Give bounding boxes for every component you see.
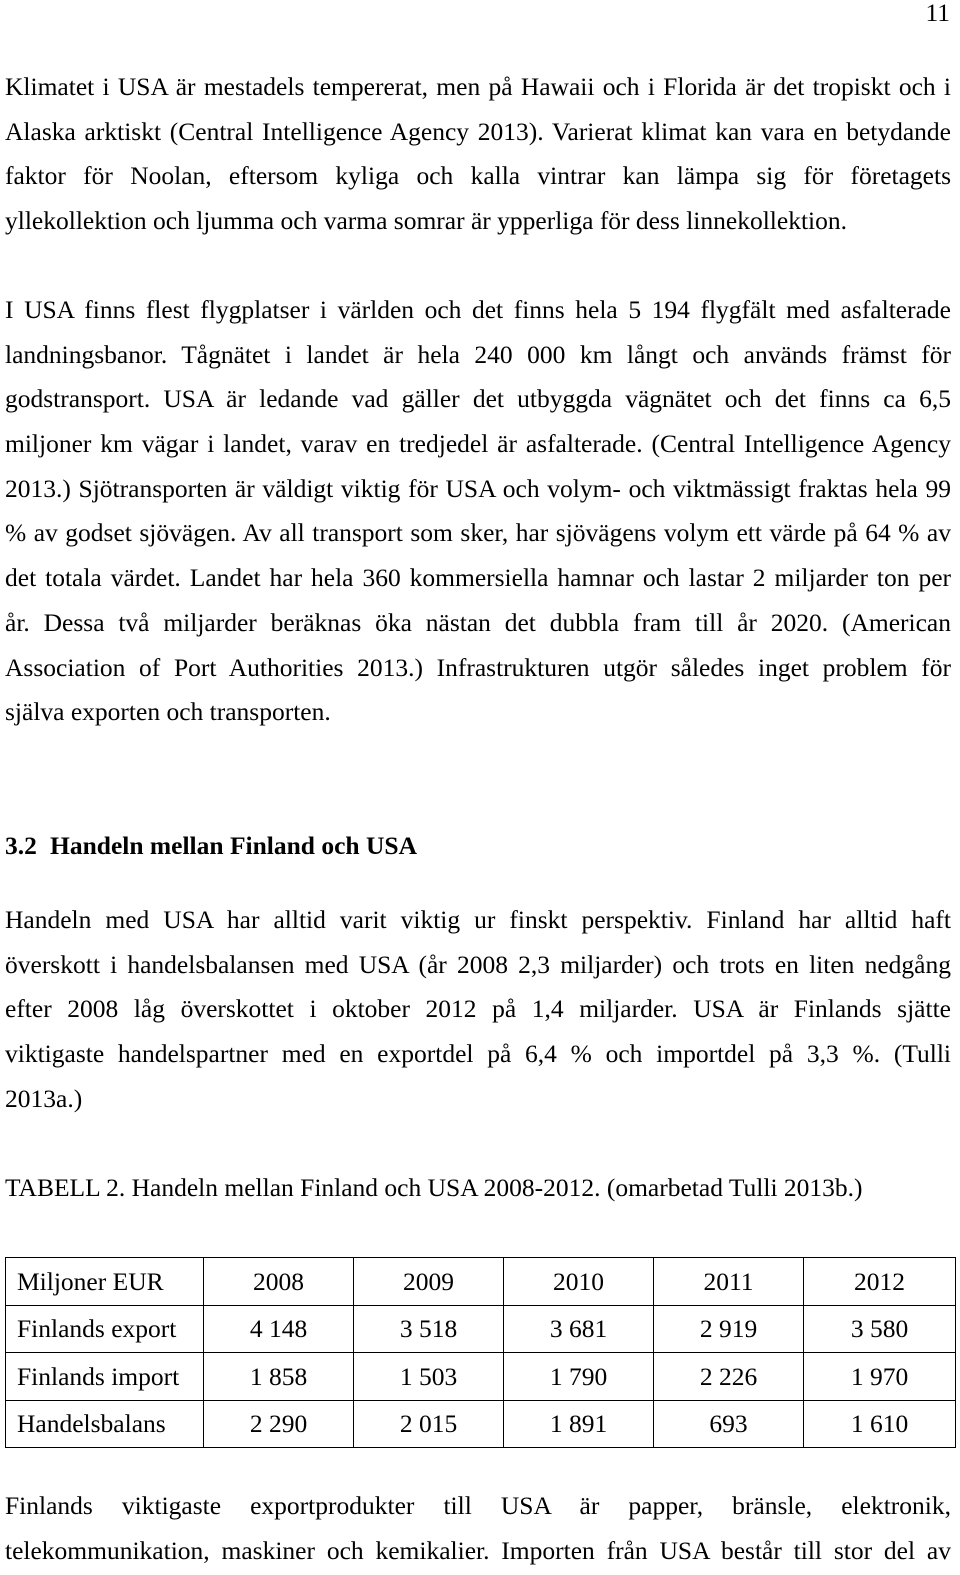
table-row xyxy=(6,1400,956,1448)
table-header-cell: 2011 xyxy=(654,1258,804,1306)
paragraph-export-products xyxy=(5,1484,951,1573)
trade-table xyxy=(5,1257,956,1448)
paragraph-line: faktor för Noolan, eftersom kyliga och kalla vintrar kan lämpa sig för företagets xyxy=(5,161,951,191)
table-cell: 1 790 xyxy=(504,1353,654,1401)
table-cell: 2 015 xyxy=(354,1400,504,1448)
paragraph-line: yllekollektion och ljumma och varma somrar är ypperliga för dess linnekollektion. xyxy=(5,206,847,236)
table-header-cell: 2008 xyxy=(204,1258,354,1306)
table-cell: 1 970 xyxy=(804,1353,956,1401)
table-cell: 4 148 xyxy=(204,1305,354,1353)
paragraph-line: 2013.) Sjötransporten är väldigt viktig för USA och volym- och viktmässigt fraktas hela 99 xyxy=(5,473,951,503)
table-row xyxy=(6,1353,956,1401)
page-number: 11 xyxy=(925,0,950,27)
paragraph-line: Handeln med USA har alltid varit viktig ur finskt perspektiv. Finland har alltid haft xyxy=(5,905,951,934)
paragraph-line: telekommunikation, maskiner och kemikalier. Importen från USA består till stor del av xyxy=(5,1535,951,1565)
table-cell: 693 xyxy=(654,1400,804,1448)
section-number: 3.2 xyxy=(5,831,37,860)
table-caption: TABELL 2. Handeln mellan Finland och USA 2008-2012. (omarbetad Tulli 2013b.) xyxy=(5,1173,863,1202)
table-cell: 3 518 xyxy=(354,1305,504,1353)
table-header-row xyxy=(6,1258,956,1306)
paragraph-line: viktigaste handelspartner med en exportdel på 6,4 % och importdel på 3,3 %. (Tulli xyxy=(5,1039,951,1069)
section-heading xyxy=(5,824,417,869)
table-cell: 3 580 xyxy=(804,1305,956,1353)
table-cell: 1 891 xyxy=(504,1400,654,1448)
paragraph-line: efter 2008 låg överskottet i oktober 2012 på 1,4 miljarder. USA är Finlands sjätte xyxy=(5,994,951,1024)
table-header-cell: 2010 xyxy=(504,1258,654,1306)
section-title: Handeln mellan Finland och USA xyxy=(50,831,417,860)
paragraph-line: Association of Port Authorities 2013.) Infrastrukturen utgör således inget problem för xyxy=(5,652,951,682)
paragraph-line: år. Dessa två miljarder beräknas öka nästan det dubbla fram till år 2020. (American xyxy=(5,607,951,637)
paragraph-line: I USA finns flest flygplatser i världen och det finns hela 5 194 flygfält med asfalterade xyxy=(5,295,951,324)
paragraph-line: Klimatet i USA är mestadels tempererat, men på Hawaii och i Florida är det tropiskt och i xyxy=(5,72,951,101)
paragraph-line: % av godset sjövägen. Av all transport som sker, har sjövägens volym ett värde på 64 % av xyxy=(5,518,951,548)
paragraph-line: 2013a.) xyxy=(5,1083,83,1113)
table-row xyxy=(6,1305,956,1353)
paragraph-line: landningsbanor. Tågnätet i landet är hela 240 000 km långt och används främst för xyxy=(5,339,951,369)
table-header-cell: 2009 xyxy=(354,1258,504,1306)
table-cell: 3 681 xyxy=(504,1305,654,1353)
paragraph-line: Finlands viktigaste exportprodukter till USA är papper, bränsle, elektronik, xyxy=(5,1491,951,1520)
table-header-cell: 2012 xyxy=(804,1258,956,1306)
table-cell: 2 290 xyxy=(204,1400,354,1448)
table-cell: 1 503 xyxy=(354,1353,504,1401)
table-cell: 2 919 xyxy=(654,1305,804,1353)
paragraph-infrastructure xyxy=(5,288,951,735)
paragraph-trade xyxy=(5,898,951,1121)
table-row-label: Finlands export xyxy=(6,1305,204,1353)
table-cell: 1 858 xyxy=(204,1353,354,1401)
paragraph-line: överskott i handelsbalansen med USA (år 2008 2,3 miljarder) och trots en liten nedgång xyxy=(5,949,951,979)
table-row-label: Finlands import xyxy=(6,1353,204,1401)
paragraph-climate xyxy=(5,65,951,244)
table-cell: 1 610 xyxy=(804,1400,956,1448)
paragraph-line: själva exporten och transporten. xyxy=(5,697,331,727)
paragraph-line: det totala värdet. Landet har hela 360 kommersiella hamnar och lastar 2 miljarder ton per xyxy=(5,563,951,593)
table-cell: 2 226 xyxy=(654,1353,804,1401)
table-row-label: Handelsbalans xyxy=(6,1400,204,1448)
paragraph-line: Alaska arktiskt (Central Intelligence Agency 2013). Varierat klimat kan vara en betydande xyxy=(5,116,951,146)
table-header-cell: Miljoner EUR xyxy=(6,1258,204,1306)
paragraph-line: miljoner km vägar i landet, varav en tredjedel är asfalterade. (Central Intelligence Agency xyxy=(5,429,951,459)
paragraph-line: godstransport. USA är ledande vad gäller det utbyggda vägnätet och det finns ca 6,5 xyxy=(5,384,951,414)
